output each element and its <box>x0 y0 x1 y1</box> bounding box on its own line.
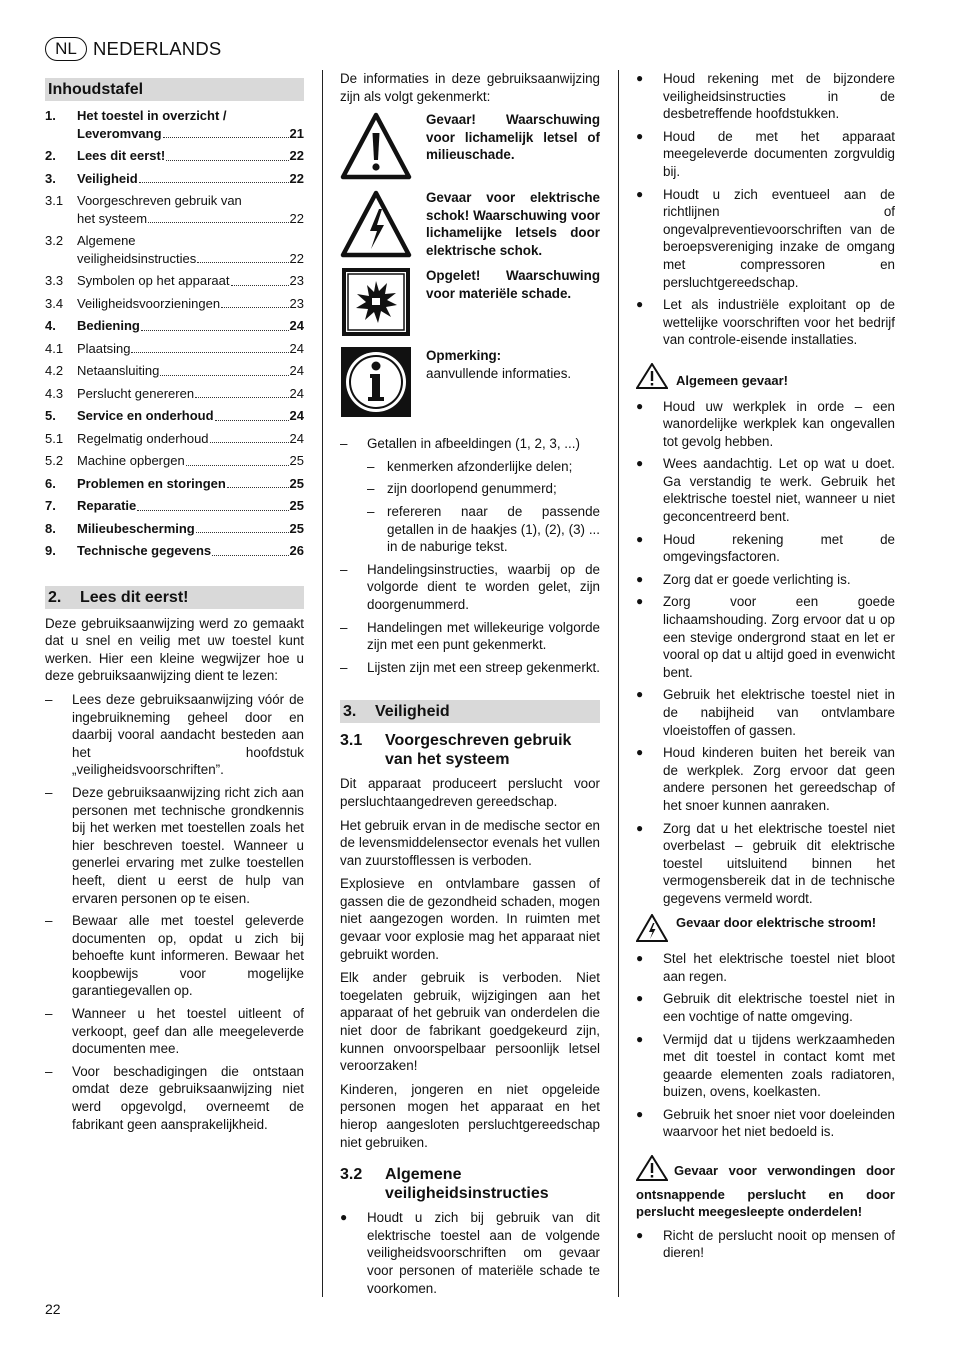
toc-item-label: veiligheidsinstructies <box>77 250 197 266</box>
list-item <box>636 70 895 123</box>
toc-item-page: 25 <box>289 520 304 536</box>
toc-item-body <box>77 272 304 290</box>
symbol-description <box>426 189 600 261</box>
toc-item-label: Plaatsing <box>77 340 131 356</box>
toc-item-body <box>77 430 304 448</box>
toc-item-body <box>77 362 304 380</box>
toc-item-number: 9. <box>45 543 56 559</box>
list-item <box>340 659 600 677</box>
list-item <box>636 950 895 985</box>
toc-item-line <box>77 317 304 335</box>
toc-dot-leader <box>163 137 289 138</box>
bullet-marker: ● <box>636 398 644 413</box>
bullet-marker: ● <box>636 571 644 586</box>
toc-item-page: 24 <box>289 340 304 356</box>
bullet-list <box>636 70 895 349</box>
list-item <box>636 186 895 292</box>
toc-item-number: 4.1 <box>45 340 64 356</box>
bullet-marker: ● <box>636 456 644 471</box>
symbol-title: Gevaar! Waarschuwing voor lichamelijk letsel of milieuschade. <box>426 112 600 163</box>
toc-item-line <box>77 362 304 380</box>
toc-item-line <box>77 385 304 403</box>
toc-item <box>45 340 304 358</box>
list-item <box>45 1005 304 1058</box>
dash-marker: – <box>45 1063 53 1079</box>
toc-dot-leader <box>210 442 289 443</box>
toc-item <box>45 107 304 142</box>
list-item-text: zijn doorlopend genummerd; <box>387 481 557 497</box>
toc-item-label: Problemen en storingen <box>77 475 226 491</box>
language-title: NEDERLANDS <box>93 38 222 60</box>
toc-item <box>45 295 304 313</box>
toc-item-label: Lees dit eerst! <box>77 148 166 164</box>
dash-marker: – <box>45 913 53 929</box>
toc-item-number: 5.1 <box>45 430 64 446</box>
list-item <box>636 398 895 451</box>
toc-title: Inhoudstafel <box>45 78 304 101</box>
toc-item-page: 22 <box>289 170 304 186</box>
list-item-text: Gebruik dit elektrische toestel niet in een vochtige of natte omgeving. <box>663 991 895 1024</box>
list-item-text: Let als industriële exploitant op de wettelijke voorschriften voor het bedrijf van controle-eisende installaties. <box>663 297 895 348</box>
toc-item-label: Veiligheidsvoorzieningen <box>77 295 221 311</box>
list-item-text: Wanneer u het toestel uitleent of verkoopt, geef dan alle meegeleverde documenten mee. <box>72 1006 304 1057</box>
paragraph: Elk ander gebruik is verboden. Niet toegelaten gebruik, wijzigingen aan het apparaat of het gebruik van onderdelen die niet door de fabrikant goedgekeurd zijn, kunnen onvoorspelbaar persoonlijk letsel veroorzaken! <box>340 970 600 1074</box>
toc-item-line <box>77 210 304 228</box>
list-item <box>636 744 895 814</box>
markings-intro: De informaties in deze gebruiksaanwijzing zijn als volgt gekenmerkt: <box>340 71 600 104</box>
toc-dot-leader <box>221 307 288 308</box>
dash-marker: – <box>340 561 348 577</box>
list-item-text: Deze gebruiksaanwijzing richt zich aan personen met technische grondkennis bij het werken met toestellen zoals het hier beschreven toestel. Wanneer u generlei ervaring met zulke toestellen heeft, dient u eerst de hulp van ervaren personen op te eisen. <box>72 784 304 906</box>
dash-marker: – <box>45 784 53 800</box>
toc-item-label: Voorgeschreven gebruik van <box>77 193 242 209</box>
symbol-entry <box>340 347 600 419</box>
section-3-heading: 3. Veiligheid <box>340 700 600 723</box>
toc-item-page: 23 <box>289 295 304 311</box>
toc-item-label: Netaansluiting <box>77 363 160 379</box>
symbol-legend <box>340 111 600 419</box>
list-item-text: Houd de met het apparaat meegeleverde documenten zorgvuldig bij. <box>663 128 895 179</box>
list-item <box>636 571 895 589</box>
toc-item-label: Service en onderhoud <box>77 408 214 424</box>
bullet-marker: ● <box>636 594 644 609</box>
toc-item <box>45 497 304 515</box>
toc-dot-leader <box>160 375 288 376</box>
toc-item-line <box>77 147 304 165</box>
dash-marker: – <box>340 436 348 452</box>
toc-item-page: 25 <box>289 453 304 469</box>
toc-item-body <box>77 520 304 538</box>
warning-triangle-icon <box>636 1155 668 1186</box>
section-3-2-heading: 3.2 Algemene veiligheidsinstructies <box>340 1166 549 1203</box>
bullet-list <box>636 950 895 1141</box>
section-3-1-body <box>340 775 600 1151</box>
toc-item-number: 8. <box>45 520 56 536</box>
bullet-marker: ● <box>636 1227 644 1242</box>
toc-item-page: 23 <box>289 273 304 289</box>
toc-item-line <box>77 250 304 268</box>
toc-item <box>45 452 304 470</box>
dash-marker: – <box>367 481 375 497</box>
column-right <box>636 70 895 1267</box>
warning-triangle-icon <box>636 363 668 394</box>
bullet-marker: ● <box>636 186 644 201</box>
toc-item <box>45 317 304 335</box>
toc-item-number: 4.3 <box>45 385 64 401</box>
toc-item-page: 26 <box>289 543 304 559</box>
dash-marker: – <box>340 619 348 635</box>
toc-item-page: 24 <box>289 318 304 334</box>
bullet-marker: ● <box>636 1106 644 1121</box>
toc-item-body <box>77 232 304 267</box>
toc-item <box>45 475 304 493</box>
toc-item <box>45 192 304 227</box>
toc-item-number: 2. <box>45 148 56 164</box>
symbol-entry <box>340 111 600 183</box>
dash-marker: – <box>340 659 348 675</box>
toc-item-line <box>77 170 304 188</box>
toc-item-line <box>77 125 304 143</box>
paragraph: Explosieve en ontvlambare gassen of gassen die de gezondheid schaden, mogen niet aangezogen worden. In ruimten met gevaar voor explosie mag het apparaat niet gebruikt worden. <box>340 876 600 962</box>
list-item <box>636 531 895 566</box>
page-header <box>45 37 221 61</box>
toc-item-body <box>77 295 304 313</box>
section-2-intro: Deze gebruiksaanwijzing werd zo gemaakt dat u snel en veilig met uw toestel kunt werken. Hier een kleine wegwijzer hoe u deze gebruiksaanwijzing dient te lezen: <box>45 615 304 684</box>
toc-item <box>45 430 304 448</box>
toc-item-body <box>77 340 304 358</box>
toc-item-page: 24 <box>289 363 304 379</box>
toc-item <box>45 170 304 188</box>
list-item <box>636 820 895 908</box>
toc-item <box>45 272 304 290</box>
list-item <box>636 593 895 681</box>
toc-item-label: Leveromvang <box>77 125 162 141</box>
bullet-marker: ● <box>636 991 644 1006</box>
toc-item <box>45 407 304 425</box>
toc-item-number: 3.3 <box>45 273 64 289</box>
toc-item-number: 1. <box>45 108 56 123</box>
toc-item-label: Veiligheid <box>77 170 138 186</box>
symbol-description <box>426 111 600 183</box>
list-item-text: Wees aandachtig. Let op wat u doet. Ga verstandig te werk. Gebruik het elektrische toestel niet, wanneer u niet geconcentreerd bent. <box>663 456 895 525</box>
list-item-text: Lijsten zijn met een streep gekenmerkt. <box>367 659 600 675</box>
dash-marker: – <box>367 458 375 474</box>
toc-dot-leader <box>139 182 289 183</box>
list-item-text: Handelingsinstructies, waarbij op de volgorde dient te worden gelet, zijn doorgenummerd. <box>367 561 600 612</box>
symbol-description <box>426 267 600 339</box>
toc-item-body <box>77 317 304 335</box>
bullet-marker: ● <box>636 71 644 85</box>
toc-item <box>45 232 304 267</box>
warning-triangle-icon <box>340 111 412 183</box>
list-item-text: Stel het elektrische toestel niet bloot aan regen. <box>663 951 895 984</box>
toc-item-number: 5.2 <box>45 453 64 469</box>
list-item <box>636 686 895 739</box>
column-middle <box>340 70 600 1302</box>
list-item <box>340 458 600 476</box>
toc-item-page: 24 <box>289 408 304 424</box>
toc-item-line <box>77 295 304 313</box>
warning-electric: Gevaar door elektrische stroom! <box>636 914 895 947</box>
paragraph: Kinderen, jongeren en niet opgeleide personen mogen het apparaat en het hierop aangesloten persluchtgereedschap niet gebruiken. <box>340 1081 600 1150</box>
toc-item-number: 3.2 <box>45 233 64 249</box>
toc-dot-leader <box>195 397 288 398</box>
bullet-marker: ● <box>636 531 644 546</box>
toc-item <box>45 362 304 380</box>
symbol-title: Opmerking: <box>426 348 502 364</box>
toc-dot-leader <box>196 532 289 533</box>
warning-general: Algemeen gevaar! <box>636 363 895 394</box>
list-item <box>636 128 895 181</box>
toc-dot-leader <box>137 510 288 511</box>
list-item <box>45 784 304 907</box>
toc-item-label: Algemene <box>77 233 136 249</box>
bullet-marker: ● <box>636 128 644 143</box>
symbol-entry <box>340 189 600 261</box>
bullet-marker: ● <box>636 687 644 702</box>
toc-item-body <box>77 385 304 403</box>
bullet-marker: ● <box>636 820 644 835</box>
toc-item-page: 24 <box>289 430 304 446</box>
toc-item-line <box>77 475 304 493</box>
toc-dot-leader <box>131 352 288 353</box>
list-item-text: refereren naar de passende getallen in de haakjes (1), (2), (3) ... in de naburige tekst. <box>387 503 600 555</box>
toc-item-body <box>77 407 304 425</box>
section-3-1-heading: 3.1 Voorgeschreven gebruik van het systeem <box>340 732 572 769</box>
toc-dot-leader <box>141 330 289 331</box>
toc-item-number: 6. <box>45 475 56 491</box>
paragraph: Dit apparaat produceert perslucht voor persluchtaangedreven gereedschap. <box>340 776 600 809</box>
list-item <box>636 296 895 349</box>
symbol-title: Opgelet! Waarschuwing voor materiële schade. <box>426 268 600 301</box>
markings-list <box>340 435 600 676</box>
list-item-text: kenmerken afzonderlijke delen; <box>387 458 573 474</box>
toc-item <box>45 542 304 560</box>
toc-item-line <box>77 407 304 425</box>
toc-item-label: Milieubescherming <box>77 520 195 536</box>
toc-dot-leader <box>231 285 289 286</box>
symbol-description <box>426 347 600 419</box>
list-item <box>636 1106 895 1141</box>
toc-item-page: 22 <box>289 210 304 226</box>
toc-item-number: 7. <box>45 498 56 514</box>
toc-item-page: 25 <box>289 475 304 491</box>
bullet-marker: ● <box>636 745 644 760</box>
toc-item-body <box>77 170 304 188</box>
column-divider <box>322 70 323 1297</box>
list-item <box>45 912 304 1000</box>
toc-dot-leader <box>186 465 289 466</box>
toc-item <box>45 385 304 403</box>
symbol-note: aanvullende informaties. <box>426 365 572 381</box>
list-item-text: Bewaar alle met toestel geleverde documenten op, opdat u zich bij behoefte kunt informeren. Bewaar het koopbewijs voor mogelijke garantiegevallen op. <box>72 913 304 999</box>
toc-item-body <box>77 475 304 493</box>
toc-item-label: Perslucht genereren <box>77 385 195 401</box>
info-icon <box>340 347 412 419</box>
toc-item <box>45 520 304 538</box>
list-item-text: Gebruik het elektrische toestel niet in de nabijheid van ontvlambare vloeistoffen of gassen. <box>663 687 895 738</box>
toc-item-line <box>77 272 304 290</box>
toc-item-label: Reparatie <box>77 498 137 514</box>
toc-item-body <box>77 107 304 142</box>
toc-item-page: 22 <box>289 148 304 164</box>
list-item <box>636 990 895 1025</box>
list-item-text: Houd rekening met de bijzondere veiligheidsinstructies in de desbetreffende hoofdstukken. <box>663 71 895 122</box>
column-divider <box>618 70 619 1297</box>
list-item-text: Voor beschadigingen die ontstaan omdat deze gebruiksaanwijzing niet werd opgevolgd, overneemt de fabrikant geen aansprakelijkheid. <box>72 1063 304 1132</box>
toc-item-number: 4.2 <box>45 363 64 379</box>
material-damage-icon <box>340 267 412 339</box>
toc-item-line <box>77 430 304 448</box>
toc-dot-leader <box>166 160 288 161</box>
list-item <box>636 1227 895 1262</box>
toc-item-line <box>77 497 304 515</box>
symbol-title: Gevaar voor elektrische schok! Waarschuwing voor lichamelijke letsels door elektrische schok. <box>426 190 600 258</box>
list-item <box>636 1031 895 1101</box>
list-item-text: Vermijd dat u tijdens werkzaamheden met dit toestel in contact komt met geaarde elementen zoals radiatoren, buizen, ovens, koelkasten. <box>663 1031 895 1100</box>
toc-dot-leader <box>215 420 289 421</box>
toc-item-label: Machine opbergen <box>77 453 185 469</box>
list-item <box>340 619 600 654</box>
electric-warning-icon <box>636 914 668 947</box>
list-item-text: Houdt u zich eventueel aan de richtlijnen of ongevalpreventievoorschriften van de beroepsvereniging inzake de omgang met compressoren en persluchtgereedschap. <box>663 186 895 290</box>
list-item <box>340 480 600 498</box>
toc-item-body <box>77 147 304 165</box>
toc-item-line <box>77 340 304 358</box>
list-item-text: Houd uw werkplek in orde – een wanordelijke werkplek kan ongevallen tot gevolg hebben. <box>663 398 895 449</box>
dash-marker: – <box>45 691 53 707</box>
dash-marker: – <box>367 503 375 519</box>
bullet-marker: ● <box>636 1031 644 1046</box>
language-badge: NL <box>45 37 87 61</box>
toc-item-page: 25 <box>289 498 304 514</box>
toc-dot-leader <box>212 555 288 556</box>
toc-item-number: 5. <box>45 408 56 424</box>
toc-item-body <box>77 192 304 227</box>
list-item-text: Handelingen met willekeurige volgorde zijn met een punt gekenmerkt. <box>367 619 600 653</box>
list-item <box>340 435 600 453</box>
list-item-text: Zorg voor een goede lichaamshouding. Zorg ervoor dat u op een stevige ondergrond staat en let er vooral op dat u altijd goed in evenwicht bent. <box>663 594 895 680</box>
list-item-text: Zorg dat u het elektrische toestel niet overbelast – gebruik dit elektrische toestel uitsluitend binnen het vermogensbereik dat in de technische gegevens vermeld wordt. <box>663 820 895 906</box>
toc-item-label: Bediening <box>77 318 140 334</box>
toc-item-label: Regelmatig onderhoud <box>77 430 209 446</box>
toc-item-label: Technische gegevens <box>77 543 212 559</box>
column-left <box>45 78 304 1138</box>
list-item <box>340 561 600 614</box>
toc-item-line <box>77 452 304 470</box>
toc-item-page: 24 <box>289 385 304 401</box>
bullet-marker: ● <box>636 951 644 966</box>
section-2-heading: 2. Lees dit eerst! <box>45 586 304 609</box>
toc-item-number: 4. <box>45 318 56 334</box>
toc-item-number: 3. <box>45 170 56 186</box>
toc-dot-leader <box>148 222 288 223</box>
list-item <box>45 1063 304 1133</box>
toc-item <box>45 147 304 165</box>
dash-marker: – <box>45 1006 53 1022</box>
bullet-marker: ● <box>636 297 644 312</box>
bullet-list <box>636 1227 895 1262</box>
toc-item-body <box>77 497 304 515</box>
list-item-text: Lees deze gebruiksaanwijzing vóór de ingebruikneming geheel door en daarbij vooral aandacht besteden aan het hoofdstuk „veiligheidsvoorschriften”. <box>72 691 304 778</box>
paragraph: Het gebruik ervan in de medische sector en de levensmiddelensector evenals het vullen van zuurstofflessen is verboden. <box>340 817 600 868</box>
section-2-list <box>45 691 304 1133</box>
list-item <box>636 455 895 525</box>
toc-dot-leader <box>227 487 289 488</box>
toc-item-number: 3.4 <box>45 295 64 311</box>
toc-dot-leader <box>197 262 288 263</box>
list-item-text: Richt de perslucht nooit op mensen of dieren! <box>663 1227 895 1261</box>
list-item <box>340 503 600 556</box>
list-item-text: Houd kinderen buiten het bereik van de werkplek. Zorg ervoor dat geen andere personen het gereedschap of het snoer kunnen aanraken. <box>663 745 895 813</box>
electric-shock-icon <box>340 189 412 261</box>
warning-compressed-air: Gevaar voor verwondingen door ontsnappende perslucht en door perslucht meegesleepte onderdelen! <box>636 1155 895 1221</box>
toc-item-body <box>77 452 304 470</box>
list-item-text: Getallen in afbeeldingen (1, 2, 3, ...) <box>367 436 580 452</box>
toc-item-label: Symbolen op het apparaat <box>77 273 230 289</box>
page-number: 22 <box>45 1301 61 1317</box>
list-item-text: Houd rekening met de omgevingsfactoren. <box>663 531 895 565</box>
toc-item-label: Het toestel in overzicht / <box>77 108 227 123</box>
toc-item-page: 21 <box>289 125 304 141</box>
bullet-list <box>636 398 895 908</box>
list-item <box>45 691 304 779</box>
toc-item-label: het systeem <box>77 210 148 226</box>
toc-item-page: 22 <box>289 250 304 266</box>
list-item-text: Zorg dat er goede verlichting is. <box>663 571 851 587</box>
list-item: ● Houdt u zich bij gebruik van dit elektrische toestel aan de volgende veiligheidsvoorschriften om gevaar voor personen of materiële schade te voorkomen. <box>340 1210 600 1296</box>
list-item-text: Gebruik het snoer niet voor doeleinden waarvoor het niet bedoeld is. <box>663 1106 895 1140</box>
toc-item-number: 3.1 <box>45 193 64 209</box>
table-of-contents <box>45 107 304 560</box>
toc-item-body <box>77 542 304 560</box>
symbol-entry <box>340 267 600 339</box>
toc-item-line <box>77 542 304 560</box>
toc-item-line <box>77 520 304 538</box>
